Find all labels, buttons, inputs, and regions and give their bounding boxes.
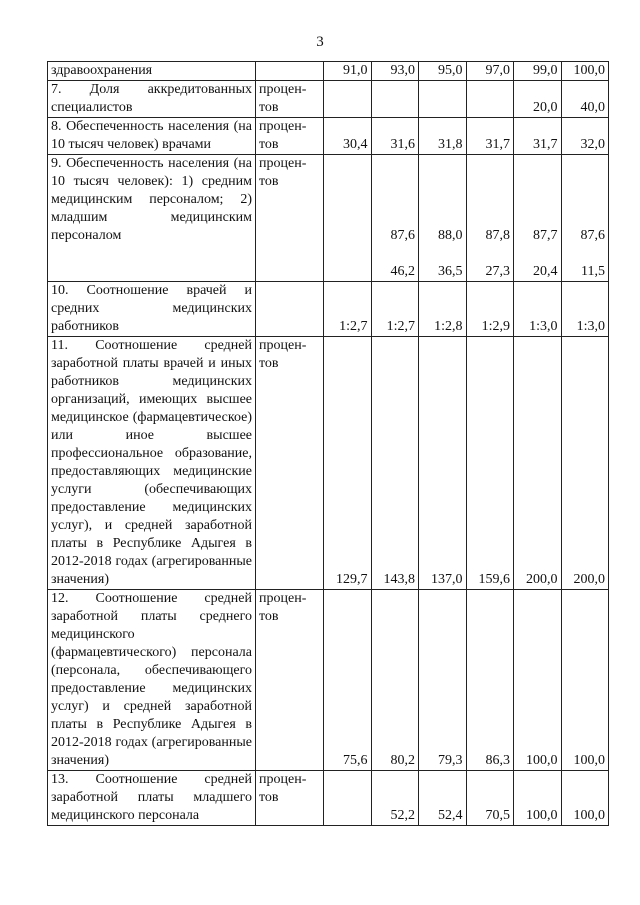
table-row (48, 282, 609, 337)
indicators-table (47, 61, 609, 826)
value-sub-2: 36,5 (438, 264, 463, 279)
indicator-name: 9. Обеспеченность населения (на 10 тысяч человек): 1) средним медицинским персоналом; 2) младшим медицинским персоналом (48, 155, 256, 282)
value-sub-1: 87,8 (485, 228, 510, 243)
page-number: 3 (316, 34, 324, 50)
indicator-name: 11. Соотношение средней заработной платы врачей и иных работников медицинских организаций, имеющих высшее медицинское (фармацевтическое) или иное высшее профессиональное образование, предоставляющих медицинские услуги (обеспечивающих предоставление медицинских услуг), и средней заработной платы в Республике Адыгея в 2012-2018 годах (агрегированные значения) (48, 337, 256, 590)
value-cell: 137,0 (419, 337, 467, 590)
value-sub-2 (327, 263, 368, 281)
value-cell (371, 81, 419, 118)
value-cell: 200,0 (561, 337, 609, 590)
value-sub-2: 20,4 (533, 264, 558, 279)
value-cell: 31,7 (466, 118, 514, 155)
table-row (48, 337, 609, 590)
indicator-unit: процен-тов (256, 590, 324, 771)
table-row (48, 62, 609, 81)
value-cell: 100,0 (561, 590, 609, 771)
value-cell (324, 81, 372, 118)
value-cell (371, 155, 419, 282)
value-cell: 31,8 (419, 118, 467, 155)
value-cell: 95,0 (419, 62, 467, 81)
value-sub-1 (327, 227, 368, 245)
indicator-unit: процен-тов (256, 771, 324, 826)
table-row (48, 771, 609, 826)
value-sub-1: 87,6 (580, 228, 605, 243)
indicator-unit: процен-тов (256, 337, 324, 590)
value-cell: 52,4 (419, 771, 467, 826)
value-cell: 80,2 (371, 590, 419, 771)
value-cell: 100,0 (561, 771, 609, 826)
value-sub-2: 11,5 (581, 264, 605, 279)
value-cell: 159,6 (466, 337, 514, 590)
value-cell: 129,7 (324, 337, 372, 590)
value-cell: 200,0 (514, 337, 562, 590)
value-cell (561, 155, 609, 282)
table-row (48, 155, 609, 282)
table-row (48, 81, 609, 118)
value-cell (419, 155, 467, 282)
value-cell: 31,7 (514, 118, 562, 155)
indicator-name: 12. Соотношение средней заработной платы среднего медицинского (фармацевтического) персонала (персонала, обеспечивающего предоставление медицинских услуг) и средней заработной платы в Республике Адыгея в 2012-2018 годах (агрегированные значения) (48, 590, 256, 771)
value-cell: 31,6 (371, 118, 419, 155)
value-sub-2: 46,2 (390, 264, 415, 279)
value-cell: 79,3 (419, 590, 467, 771)
value-cell: 100,0 (514, 590, 562, 771)
value-cell (324, 771, 372, 826)
table-row (48, 118, 609, 155)
value-cell (419, 81, 467, 118)
indicator-name: 8. Обеспеченность населения (на 10 тысяч человек) врачами (48, 118, 256, 155)
value-cell: 1:2,7 (324, 282, 372, 337)
indicator-unit (256, 62, 324, 81)
value-cell: 86,3 (466, 590, 514, 771)
value-cell: 91,0 (324, 62, 372, 81)
value-cell: 52,2 (371, 771, 419, 826)
value-cell: 75,6 (324, 590, 372, 771)
value-cell: 20,0 (514, 81, 562, 118)
value-cell: 30,4 (324, 118, 372, 155)
value-cell: 1:2,7 (371, 282, 419, 337)
value-sub-1: 87,6 (390, 228, 415, 243)
indicator-unit: процен-тов (256, 81, 324, 118)
indicator-name: 10. Соотношение врачей и средних медицинских работников (48, 282, 256, 337)
table-row (48, 590, 609, 771)
indicator-unit (256, 282, 324, 337)
indicator-name: здравоохранения (48, 62, 256, 81)
value-cell: 1:2,9 (466, 282, 514, 337)
indicator-name: 7. Доля аккредитованных специалистов (48, 81, 256, 118)
value-cell: 99,0 (514, 62, 562, 81)
value-cell (466, 155, 514, 282)
value-cell: 100,0 (561, 62, 609, 81)
value-cell: 1:3,0 (561, 282, 609, 337)
value-cell: 32,0 (561, 118, 609, 155)
value-cell: 1:2,8 (419, 282, 467, 337)
indicator-unit: процен-тов (256, 155, 324, 282)
value-cell: 143,8 (371, 337, 419, 590)
value-cell (514, 155, 562, 282)
value-sub-1: 87,7 (533, 228, 558, 243)
value-sub-2: 27,3 (485, 264, 510, 279)
value-cell (324, 155, 372, 282)
value-cell: 70,5 (466, 771, 514, 826)
value-cell: 100,0 (514, 771, 562, 826)
indicator-unit: процен-тов (256, 118, 324, 155)
value-cell: 1:3,0 (514, 282, 562, 337)
value-cell (466, 81, 514, 118)
value-cell: 40,0 (561, 81, 609, 118)
value-cell: 93,0 (371, 62, 419, 81)
value-sub-1: 88,0 (438, 228, 463, 243)
indicator-name: 13. Соотношение средней заработной платы младшего медицинского персонала (48, 771, 256, 826)
value-cell: 97,0 (466, 62, 514, 81)
